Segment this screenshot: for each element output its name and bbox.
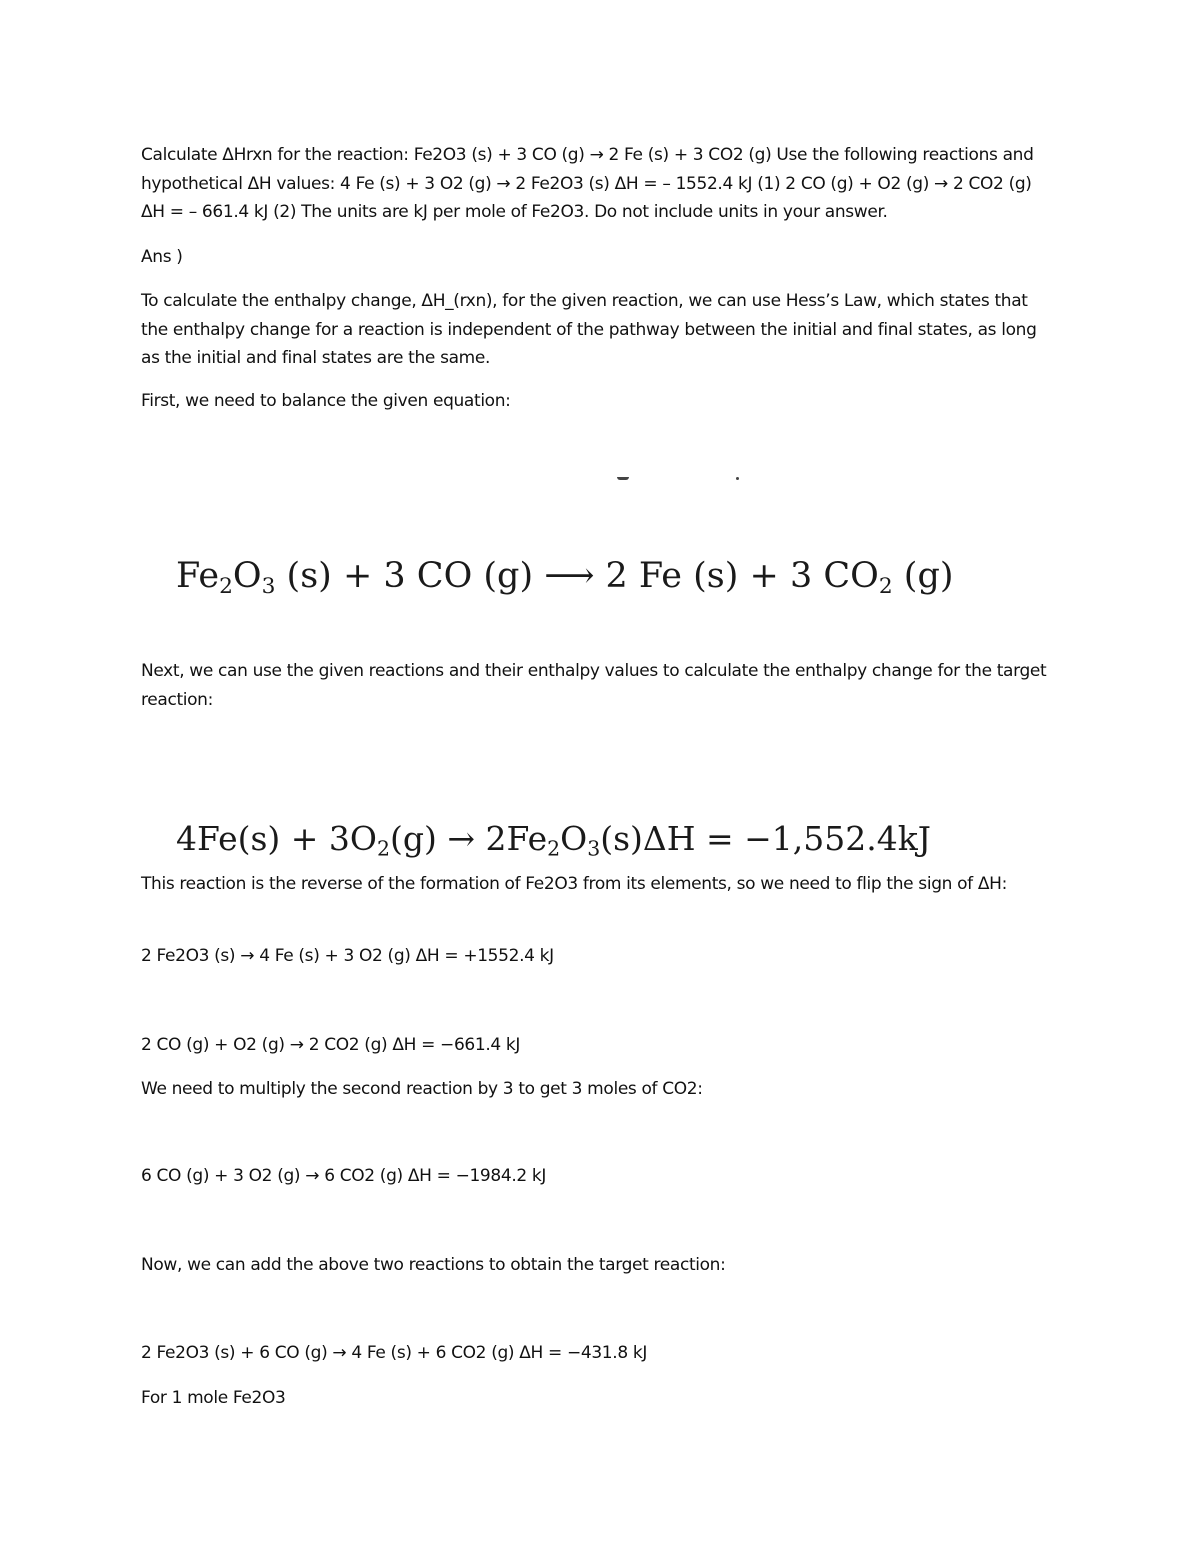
use-given-reactions-text: Next, we can use the given reactions and their enthalpy values to calculate the enthalpy change for the target reaction: (141, 661, 1047, 710)
balanced-equation (176, 556, 954, 600)
intro-paragraph: To calculate the enthalpy change, ΔH_(rxn), for the given reaction, we can use Hess’s Law, which states that the enthalpy change for a reaction is independent of the pathway between the initial and final states, as long as the initial and final states are the same. (141, 291, 1037, 368)
question-paragraph: Calculate ΔHrxn for the reaction: Fe2O3 (s) + 3 CO (g) → 2 Fe (s) + 3 CO2 (g) Use the following reactions and hypothetical ΔH values: 4 Fe (s) + 3 O2 (g) → 2 Fe2O3 (s) ΔH = – 1552.4 kJ (1) 2 CO (g) + O2 (g) → 2 CO2 (g) ΔH = – 661.4 kJ (2) The units are kJ per mole of Fe2O3. Do not include units in your answer. (141, 145, 1034, 222)
eq2-part3: O (560, 819, 588, 858)
balance-step-text: First, we need to balance the given equation: (141, 391, 511, 411)
reaction-co-times-3: 6 CO (g) + 3 O2 (g) → 6 CO2 (g) ΔH = −1984.2 kJ (141, 1166, 547, 1186)
reaction-sum: 2 Fe2O3 (s) + 6 CO (g) → 4 Fe (s) + 6 CO2 (g) ΔH = −431.8 kJ (141, 1343, 647, 1363)
eq1-rest: (s) + 3 CO (g) ⟶ 2 Fe (s) + 3 CO (275, 556, 879, 596)
per-mole-text: For 1 mole Fe2O3 (141, 1388, 286, 1408)
eq1-tail: (g) (892, 556, 954, 596)
eq2-sub-o3: 3 (587, 836, 601, 861)
eq2-sub-fe2: 2 (547, 836, 561, 861)
eq1-sub-co2: 2 (878, 574, 893, 600)
eq2-sub-o2: 2 (376, 836, 390, 861)
eq2-part2: (g) → 2Fe (390, 819, 548, 858)
image-artifact-mark (617, 477, 629, 480)
multiply-note: We need to multiply the second reaction by 3 to get 3 moles of CO2: (141, 1079, 703, 1099)
image-artifact-dot (736, 477, 739, 480)
eq1-sub-2: 2 (219, 574, 233, 600)
add-note: Now, we can add the above two reactions to obtain the target reaction: (141, 1255, 726, 1275)
eq2-part1: 4Fe(s) + 3O (176, 819, 377, 858)
eq1-fe: Fe (176, 556, 220, 596)
reaction-co: 2 CO (g) + O2 (g) → 2 CO2 (g) ΔH = −661.4 kJ (141, 1035, 521, 1055)
eq1-o: O (232, 556, 262, 596)
eq2-part4: (s)ΔH = −1,552.4kJ (600, 819, 931, 858)
reverse-note: This reaction is the reverse of the formation of Fe2O3 from its elements, so we need to flip the sign of ΔH: (141, 874, 1007, 894)
answer-label: Ans ) (141, 247, 183, 267)
eq1-sub-3: 3 (261, 574, 276, 600)
reaction-reversed: 2 Fe2O3 (s) → 4 Fe (s) + 3 O2 (g) ΔH = +1552.4 kJ (141, 946, 554, 966)
given-equation (176, 819, 931, 861)
